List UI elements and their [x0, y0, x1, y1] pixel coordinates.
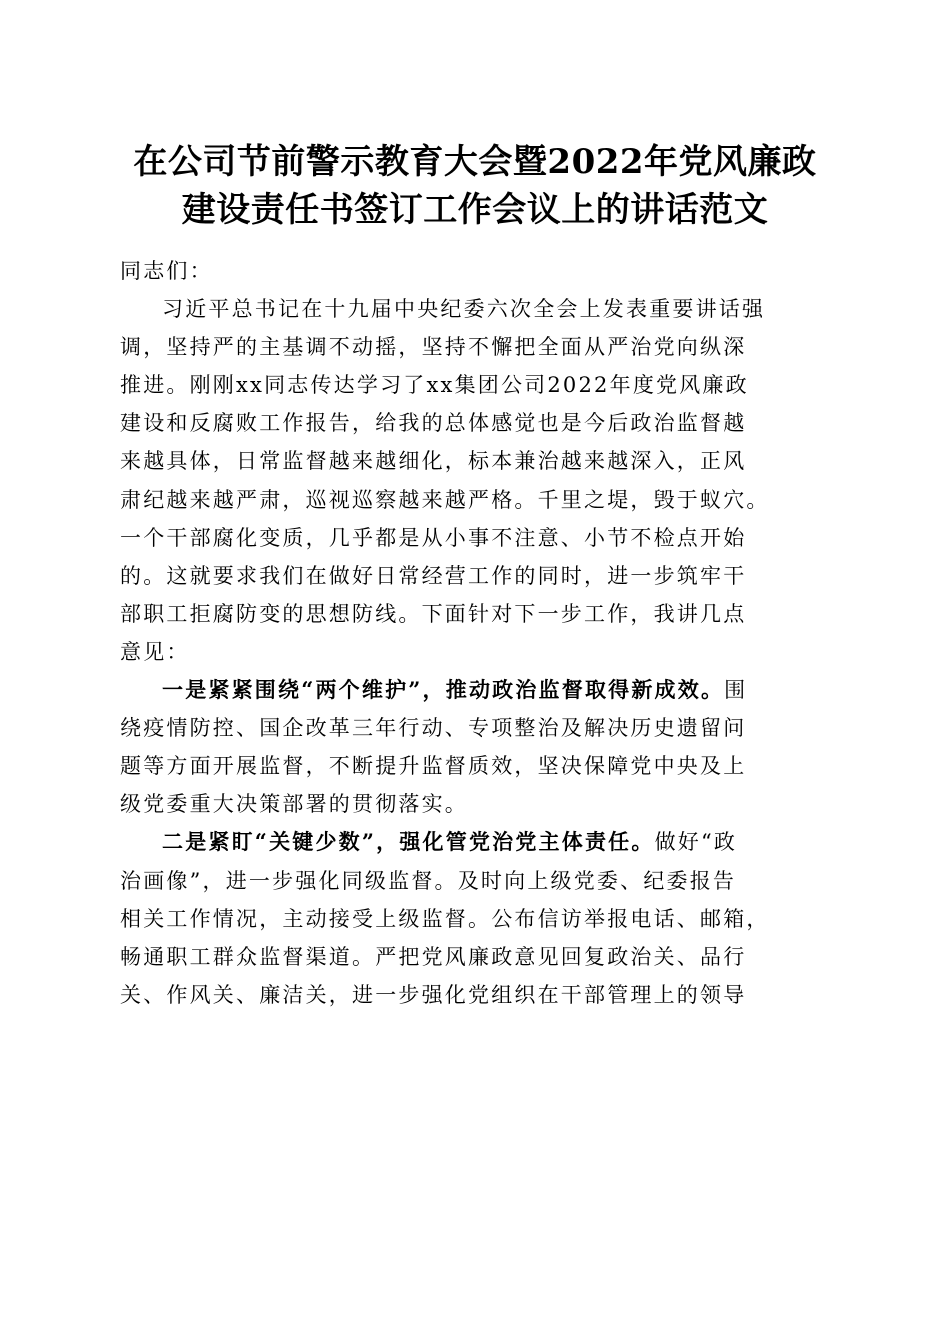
paragraph-1-line: 肃纪越来越严肃，巡视巡察越来越严格。千里之堤，毁于蚁穴。	[120, 487, 770, 512]
title-line-1: 在公司节前警示教育大会暨2022年党风廉政	[133, 142, 817, 182]
paragraph-2-line: 绕疫情防控、国企改革三年行动、专项整治及解决历史遗留问	[120, 716, 747, 741]
paragraph-2-lead-text: 围	[724, 678, 748, 703]
paragraph-1-line: 部职工拒腐防变的思想防线。下面针对下一步工作，我讲几点	[120, 601, 747, 626]
paragraph-2-line: 题等方面开展监督，不断提升监督质效，坚决保障党中央及上	[120, 754, 747, 779]
paragraph-3-line: 关、作风关、廉洁关，进一步强化党组织在干部管理上的领导	[120, 982, 747, 1007]
paragraph-1-line: 一个干部腐化变质，几乎都是从小事不注意、小节不检点开始	[120, 525, 747, 550]
salutation: 同志们：	[120, 259, 213, 283]
paragraph-3-heading: 二是紧盯“关键少数”，强化管党治党主体责任。	[162, 829, 655, 855]
paragraph-3-first-line	[120, 823, 835, 861]
paragraph-3-lead-text: 做好“政	[654, 830, 738, 855]
paragraph-3-line: 畅通职工群众监督渠道。严把党风廉政意见回复政治关、品行	[120, 944, 747, 969]
paragraph-3-line: 治画像”，进一步强化同级监督。及时向上级党委、纪委报告	[120, 868, 737, 893]
paragraph-1-line: 来越具体，日常监督越来越细化，标本兼治越来越深入，正风	[120, 449, 747, 474]
paragraph-2-line: 级党委重大决策部署的贯彻落实。	[120, 792, 468, 817]
paragraph-3-line: 相关工作情况，主动接受上级监督。公布信访举报电话、邮箱，	[120, 906, 770, 931]
document-title	[110, 138, 840, 234]
title-line-2: 建设责任书签订工作会议上的讲话范文	[181, 190, 769, 230]
paragraph-1-line: 的。这就要求我们在做好日常经营工作的同时，进一步筑牢干	[120, 563, 747, 588]
paragraph-1-line: 习近平总书记在十九届中央纪委六次全会上发表重要讲话强	[162, 297, 766, 322]
paragraph-1-line: 调，坚持严的主基调不动摇，坚持不懈把全面从严治党向纵深	[120, 335, 747, 360]
paragraph-1-line: 推进。刚刚xx同志传达学习了xx集团公司2022年度党风廉政	[120, 373, 749, 398]
paragraph-1-line: 建设和反腐败工作报告，给我的总体感觉也是今后政治监督越	[120, 411, 747, 436]
paragraph-2-first-line	[120, 671, 835, 709]
document-body	[120, 252, 835, 1014]
paragraph-1-line: 意见：	[120, 639, 190, 664]
paragraph-2-heading: 一是紧紧围绕“两个维护”，推动政治监督取得新成效。	[162, 677, 725, 703]
